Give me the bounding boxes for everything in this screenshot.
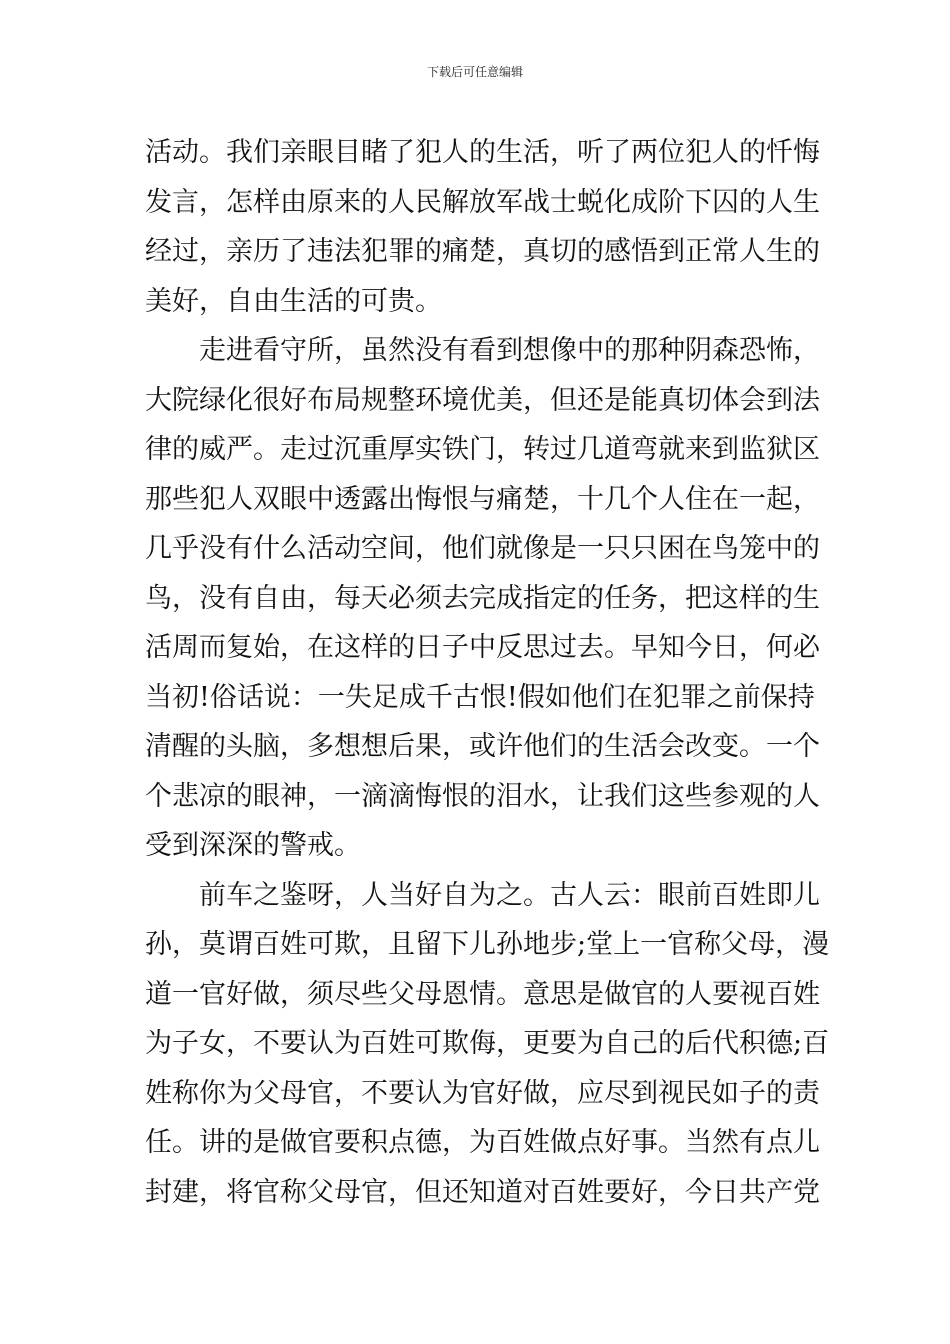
text-line: 走进看守所，虽然没有看到想像中的那种阴森恐怖， xyxy=(199,335,820,366)
text-line: 经过，亲历了违法犯罪的痛楚，真切的感悟到正常人生的 xyxy=(145,236,820,267)
text-line: 大院绿化很好布局规整环境优美，但还是能真切体会到法 xyxy=(145,384,820,416)
text-line: 发言，怎样由原来的人民解放军战士蜕化成阶下囚的人生 xyxy=(145,186,820,218)
text-line: 为子女，不要认为百姓可欺侮，更要为自己的后代积德;百 xyxy=(145,1028,830,1059)
text-line: 受到深深的警戒。 xyxy=(145,830,361,861)
paragraph xyxy=(145,871,830,1218)
text-line: 美好，自由生活的可贵。 xyxy=(145,285,442,317)
text-line: 活动。我们亲眼目睹了犯人的生活，听了两位犯人的忏悔 xyxy=(145,137,820,168)
text-line: 律的威严。走过沉重厚实铁门，转过几道弯就来到监狱区 xyxy=(145,434,820,465)
text-line: 当初!俗话说：一失足成千古恨!假如他们在犯罪之前保持 xyxy=(145,681,815,713)
text-line: 几乎没有什么活动空间，他们就像是一只只困在鸟笼中的 xyxy=(145,533,820,564)
text-line: 前车之鉴呀，人当好自为之。古人云：眼前百姓即儿 xyxy=(199,879,820,911)
text-line: 道一官好做，须尽些父母恩情。意思是做官的人要视百姓 xyxy=(145,978,820,1010)
paragraph xyxy=(145,128,820,326)
document-body xyxy=(145,128,830,1217)
text-line: 那些犯人双眼中透露出悔恨与痛楚，十几个人住在一起， xyxy=(145,483,820,515)
text-line: 个悲凉的眼神，一滴滴悔恨的泪水，让我们这些参观的人 xyxy=(145,780,820,812)
text-line: 鸟，没有自由，每天必须去完成指定的任务，把这样的生 xyxy=(145,582,820,614)
page-header: 下载后可任意编辑 xyxy=(426,65,523,79)
text-line: 封建，将官称父母官，但还知道对百姓要好，今日共产党 xyxy=(145,1176,820,1208)
text-line: 姓称你为父母官，不要认为官好做，应尽到视民如子的责 xyxy=(145,1077,820,1109)
paragraph xyxy=(145,326,820,871)
text-line: 清醒的头脑，多想想后果，或许他们的生活会改变。一个 xyxy=(145,731,820,762)
text-line: 任。讲的是做官要积点德，为百姓做点好事。当然有点儿 xyxy=(145,1127,820,1158)
text-line: 孙，莫谓百姓可欺，且留下儿孙地步;堂上一官称父母，漫 xyxy=(145,929,830,960)
text-line: 活周而复始，在这样的日子中反思过去。早知今日，何必 xyxy=(145,632,820,663)
